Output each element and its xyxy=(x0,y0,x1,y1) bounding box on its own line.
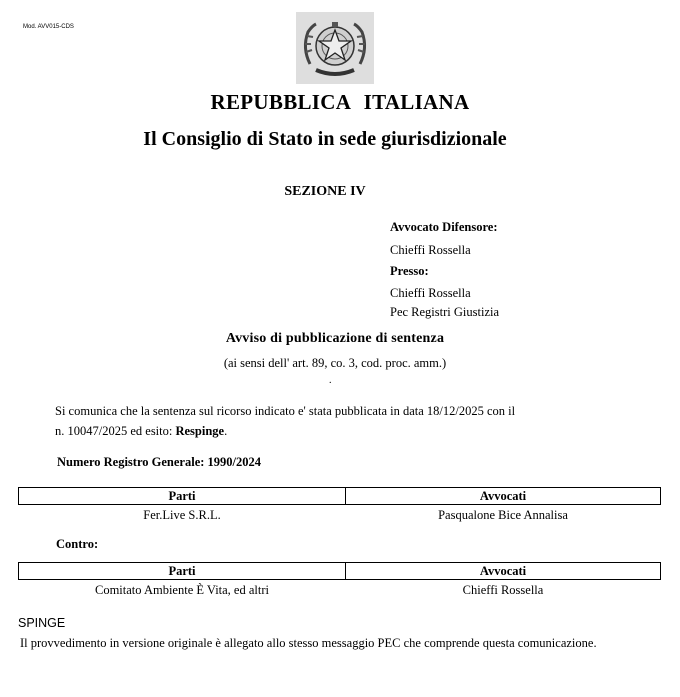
column-header-parti: Parti xyxy=(19,563,346,580)
column-header-parti: Parti xyxy=(19,488,346,505)
outcome-value: Respinge xyxy=(175,424,225,438)
notice-line-2-prefix: n. 10047/2025 ed esito: xyxy=(55,424,176,438)
separator-dot: . xyxy=(329,375,332,386)
presso-label: Presso: xyxy=(390,264,429,278)
emblem-of-italy-icon xyxy=(296,12,374,84)
column-header-avvocati: Avvocati xyxy=(346,488,661,505)
presso-name: Chieffi Rossella xyxy=(390,286,471,300)
column-header-avvocati: Avvocati xyxy=(346,563,661,580)
spinge-label: SPINGE xyxy=(18,616,66,630)
contro-party-lawyer: Chieffi Rossella xyxy=(462,582,544,597)
notice-line-2-suffix: . xyxy=(224,424,228,438)
contro-label: Contro: xyxy=(56,537,99,551)
registry-number: Numero Registro Generale: 1990/2024 xyxy=(57,455,262,469)
closing-note: Il provvedimento in versione originale è allegato allo stesso messaggio PEC che comprende questa comunicazione. xyxy=(20,636,597,650)
party-name: Fer.Live S.R.L. xyxy=(143,507,221,522)
model-code: Mod. AVV015-CDS xyxy=(23,24,74,30)
contro-party-name: Comitato Ambiente È Vita, ed altri xyxy=(95,582,269,597)
lawyer-name: Chieffi Rossella xyxy=(390,243,471,257)
notice-subheading: (ai sensi dell' art. 89, co. 3, cod. proc. amm.) xyxy=(223,356,447,370)
presso-pec: Pec Registri Giustizia xyxy=(390,305,500,319)
document-title: REPUBBLICA ITALIANA xyxy=(210,90,470,114)
party-lawyer: Pasqualone Bice Annalisa xyxy=(438,507,568,522)
notice-line-2 xyxy=(55,424,227,439)
section-heading: SEZIONE IV xyxy=(284,184,366,199)
parties-table xyxy=(18,487,661,525)
notice-line-1: Si comunica che la sentenza sul ricorso indicato e' stata pubblicata in data 18/12/2025 con il xyxy=(55,404,516,418)
lawyer-label: Avvocato Difensore: xyxy=(390,220,498,234)
document-subtitle: Il Consiglio di Stato in sede giurisdizionale xyxy=(143,128,507,150)
contro-table xyxy=(18,562,661,600)
notice-heading: Avviso di pubblicazione di sentenza xyxy=(225,331,445,346)
